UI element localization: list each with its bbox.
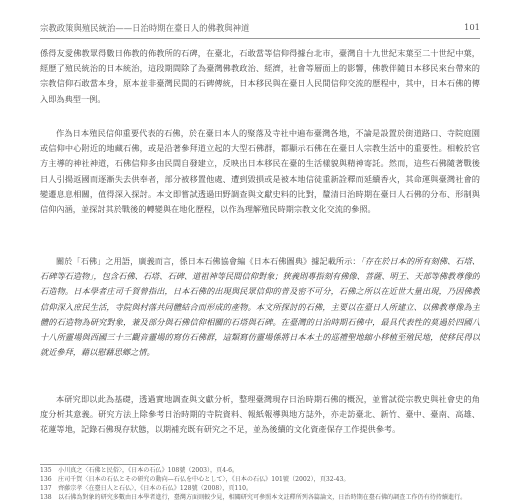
paragraph-text: 關於「石佛」之用語，廣義而言，係日本石佛協會編《日本石佛圖典》據記載所示： [56, 256, 361, 266]
footnote-text: 以石佛為對象的研究多數由日本學者進行，臺灣方面則較少見，相關研究可參照本文註釋所列各篇論文，日治時期在臺石佛的調查工作仍有待持續進行。 [58, 494, 467, 501]
footnote [40, 475, 480, 484]
footnote [40, 466, 480, 475]
body-paragraph: 係得友愛佛教眾得數日佈教的佈教所的石碑，在臺北，石敢當等信仰得據台北市，臺灣自十九世紀末葉至二十世紀中葉，經歷了殖民統治的日本統治，這段期間除了為臺灣佛教政治、經濟，社會等層面上的影響，佛教伴隨日本移民來台帶來的宗教信仰石敢當本身，原本並非臺灣民間的石碑傳統，日本移民與在臺日人民間信仰交流的歷程中，其中，日本石佛的傳入即為典型一例。 [40, 48, 480, 104]
page-number: 101 [464, 22, 480, 32]
quoted-definition: 「存在於日本的所有刻佛、石塔、石碑等石造物」，包含石佛、石塔、石碑、道祖神等民間信仰對象；狹義則專指刻有佛像、菩薩、明王、天部等佛教尊像的石造物。日本學者庄司千賀曾指出，日本石佛的出現與民眾信仰的普及密不可分，石佛之所以在近世大量出現，乃因佛教信仰深入庶民生活，寺院與村落共同體結合而形成的產物。本文所探討的石佛，主要以在臺日人所建立、以佛教尊像為主體的石造物為研究對象，兼及部分與石佛信仰相關的石塔與石碑。在臺灣的日治時期石佛中，最具代表性的莫過於四國八十八所靈場與西國三十三觀音靈場的寫仿石佛群，這類寫仿靈場係將日本本土的巡禮聖地縮小移植至殖民地，使移民得以就近參拜，藉以慰藉思鄉之情。 [40, 256, 480, 358]
page-header [40, 18, 480, 39]
running-title: 宗教政策與殖民統治——日治時期在臺日人的佛教與神道 [40, 23, 250, 33]
footnote-number: 137 [40, 485, 52, 492]
footnote-number: 136 [40, 476, 52, 483]
footnote-divider [40, 464, 160, 465]
footnote-text: 小川真之〈石佛と民俗〉，《日本の石仏》108號（2003），頁4-6。 [58, 467, 239, 474]
document-page [40, 18, 480, 501]
footnote-number: 135 [40, 467, 52, 474]
footnote [40, 484, 480, 493]
body-paragraph: 本研究即以此為基礎，透過實地調查與文獻分析，整理臺灣現存日治時期石佛的概況，並嘗試從宗教史與社會史的角度分析其意義。研究方法上除參考日治時期的寺院資料、報紙報導與地方誌外，亦走訪臺北、新竹、臺中、臺南、高雄、花蓮等地，記錄石佛現存狀態，以期補充既有研究之不足，並為後續的文化資產保存工作提供參考。 [40, 394, 480, 435]
footnote-text: 庄司千賀〈日本の石仏とその研究の動向—石仏を中心として〉，《日本の石仏》101號（2002），頁32-43。 [58, 476, 350, 483]
footnote [40, 493, 480, 502]
footnotes [40, 466, 480, 502]
footnote-text: 齊藤宗孝〈在臺日人と石仏〉，《日本の石仏》128號（2008），頁110。 [58, 485, 253, 492]
body-paragraph: 作為日本殖民信仰重要代表的石佛，於在臺日本人的聚落及寺社中遍布臺灣各地，不論是設置於街道路口、寺院庭園或信仰中心附近的地藏石佛，或是沿著參拜道立起的大型石佛群，都顯示石佛在在臺日人宗教生活中的重要性。相較於官方主導的神社神道，石佛信仰多由民間自發建立，反映出日本移民在臺的生活樣貌與精神寄託。然而，這些石佛隨著戰後日人引揚返國而逐漸失去供奉者，部分被移置他處、遭到毀損或是被本地信徒重新詮釋而延續香火，其命運與臺灣社會的變遷息息相關，值得深入探討。本文即嘗試透過田野調查與文獻史料的比對，釐清日治時期在臺日人石佛的分布、形制與信仰內涵，並探討其於戰後的轉變與在地化歷程，以作為理解殖民時期宗教文化交流的參照。 [40, 128, 480, 215]
footnote-number: 138 [40, 494, 52, 501]
body-paragraph [40, 254, 480, 388]
